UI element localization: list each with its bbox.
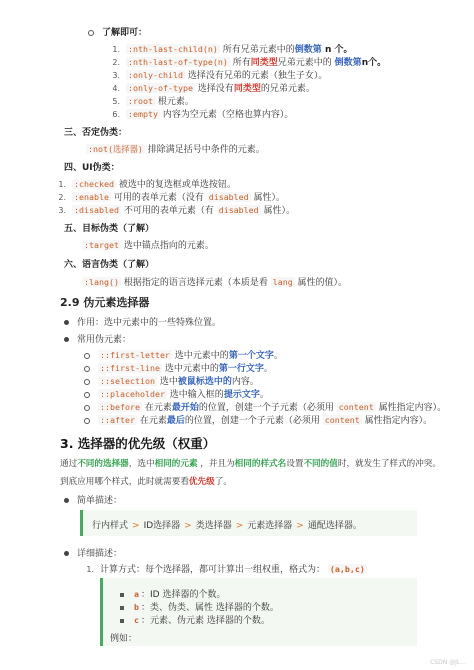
list-item: ::first-letter 选中元素中的第一个文字。 (84, 348, 283, 361)
hollow-bullet-icon (84, 418, 90, 424)
ui-title: 四、UI伪类： (64, 163, 120, 173)
lang-title: 六、语言伪类（了解） (64, 260, 155, 270)
detail-desc-label: 详细描述： (64, 546, 122, 559)
list-item: ::after 在元素最后的位置，创建一个子元素（必须用 content 属性指定内容）。 (84, 413, 432, 426)
simple-desc-label: 简单描述： (64, 493, 122, 506)
section-title-priority: 3. 选择器的优先级（权重） (60, 436, 216, 451)
weight-item: a ：ID 选择器的个数。 (120, 587, 225, 600)
hollow-bullet-icon (88, 30, 94, 36)
square-bullet-icon (120, 619, 124, 623)
target-desc: :target 选中锚点指向的元素。 (84, 240, 214, 251)
calc-line: 1. 计算方式：每个选择器，都可计算出一组权重，格式为： (a,b,c) (86, 564, 365, 575)
square-bullet-icon (120, 606, 124, 610)
bullet-icon (64, 551, 69, 556)
list-item: 2. :nth-last-of-type(n) 所有同类型兄弟元素中的 倒数第n个。 (112, 57, 387, 68)
list-item: 6. :empty 内容为空元素（空格也算内容）。 (112, 109, 294, 120)
example-label: 例如： (110, 634, 138, 644)
purpose-line: 作用：选中元素中的一些特殊位置。 (64, 315, 221, 328)
list-item: ::placeholder 选中输入框的提示文字。 (84, 387, 269, 400)
priority-paragraph-1: 通过不同的选择器，选中相同的元素 ，并且为相同的样式名设置不同的值时，就发生了样式的冲突。 (60, 459, 441, 469)
list-item: 4. :only-of-type 选择没有同类型的兄弟元素。 (112, 83, 315, 94)
list-item: ::first-line 选中元素中的第一行文字。 (84, 361, 273, 374)
bullet-icon (64, 337, 69, 342)
list-item: 3. :only-child 选择没有兄弟的元素（独生子女）。 (112, 70, 328, 81)
list-item: 1. :checked 被选中的复选框或单选按钮。 (58, 179, 236, 190)
watermark: CSDN @JL... (430, 659, 466, 666)
hollow-bullet-icon (84, 379, 90, 385)
common-line: 常用伪元素： (64, 332, 131, 345)
negation-desc: :not(选择器) 排除满足括号中条件的元素。 (88, 144, 265, 155)
bullet-icon (64, 498, 69, 503)
weight-item: b ：类、伪类、属性 选择器的个数。 (120, 600, 279, 613)
list-item: 1. :nth-last-child(n) 所有兄弟元素中的倒数第 n 个。 (112, 44, 353, 55)
section-title-pseudo-element: 2.9 伪元素选择器 (60, 296, 150, 309)
hollow-bullet-icon (84, 366, 90, 372)
square-bullet-icon (120, 593, 124, 597)
priority-chain: 行内样式 > ID选择器 > 类选择器 > 元素选择器 > 通配选择器。 (92, 521, 362, 531)
priority-paragraph-2: 到底应用哪个样式，此时就需要看优先级了。 (60, 477, 232, 487)
understand-title: 了解即可： (88, 25, 147, 38)
list-item: 2. :enable 可用的表单元素（没有 disabled 属性）。 (58, 192, 286, 203)
weight-item: c ：元素、伪元素 选择器的个数。 (120, 613, 270, 626)
target-title: 五、目标伪类（了解） (64, 224, 155, 234)
hollow-bullet-icon (84, 392, 90, 398)
hollow-bullet-icon (84, 405, 90, 411)
hollow-bullet-icon (84, 353, 90, 359)
lang-desc: :lang() 根据指定的语言选择元素（本质是看 lang 属性的值）。 (84, 277, 348, 288)
bullet-icon (64, 320, 69, 325)
list-item: ::before 在元素最开始的位置，创建一个子元素（必须用 content 属性指定内容）。 (84, 400, 446, 413)
list-item: ::selection 选中被鼠标选中的内容。 (84, 374, 259, 387)
negation-title: 三、否定伪类： (64, 128, 128, 138)
list-item: 5. :root 根元素。 (112, 96, 194, 107)
list-item: 3. :disabled 不可用的表单元素（有 disabled 属性）。 (58, 205, 296, 216)
